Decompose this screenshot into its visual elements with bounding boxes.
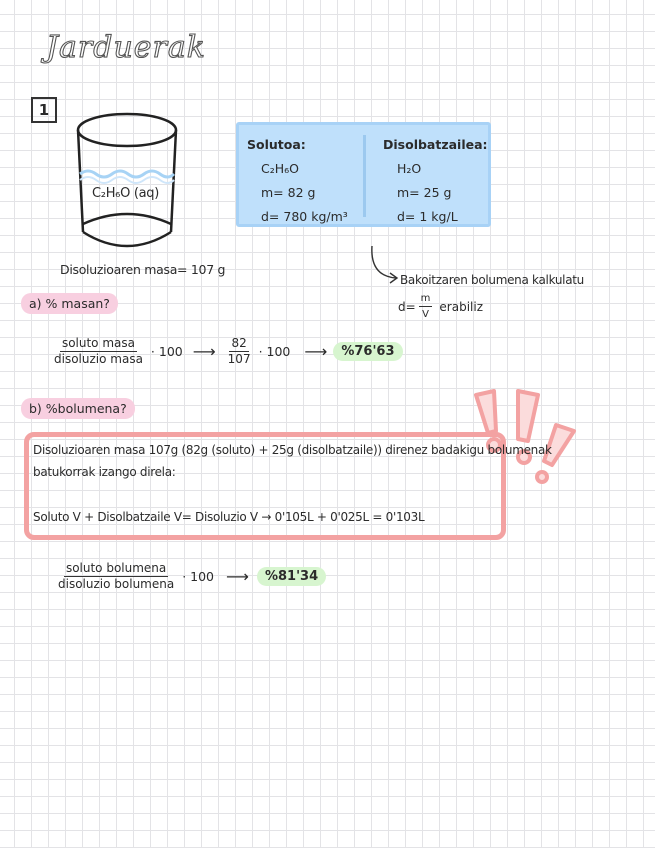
times-100-b: · 100: [258, 344, 291, 359]
part-a-formula: [52, 336, 403, 367]
solute-heading: Solutoa:: [247, 137, 306, 152]
part-a-label: a) % masan?: [21, 293, 118, 314]
mass-fraction: [52, 336, 145, 367]
solute-density: d= 780 kg/m³: [261, 209, 348, 224]
exercise-number: 1: [31, 97, 57, 123]
volume-equation: Soluto V + Disolbatzaile V= Disoluzio V → 0'105L + 0'025L = 0'103L: [33, 510, 425, 524]
curved-arrow-icon: [366, 244, 400, 286]
arrow-icon: ⟶: [304, 342, 328, 361]
volume-note: Bakoitzaren bolumena kalkulatu: [400, 273, 584, 287]
density-fraction: [419, 291, 433, 322]
arrow-icon: ⟶: [226, 567, 249, 586]
solvent-formula: H₂O: [397, 161, 422, 176]
times-100-c: · 100: [182, 569, 215, 584]
times-100: · 100: [150, 344, 183, 359]
value-fraction-den: 107: [227, 352, 251, 366]
page-title: Jarduerak: [46, 30, 206, 65]
solute-formula: C₂H₆O: [261, 161, 299, 176]
explanation-line-2: batukorrak izango direla:: [33, 465, 176, 479]
arrow-icon: ⟶: [192, 342, 216, 361]
beaker-label: C₂H₆O (aq): [92, 186, 160, 201]
solution-mass: Disoluzioaren masa= 107 g: [60, 262, 226, 277]
column-divider: [363, 135, 366, 217]
part-b-result: %81'34: [257, 567, 326, 586]
volume-fraction: [56, 561, 176, 592]
solvent-column: [383, 133, 488, 229]
beaker-drawing: [68, 108, 186, 254]
density-label: d=: [398, 299, 416, 314]
mass-fraction-num: soluto masa: [61, 336, 135, 350]
density-numerator: m: [419, 291, 433, 307]
mass-fraction-den: disoluzio masa: [54, 352, 143, 366]
volume-fraction-num: soluto bolumena: [65, 561, 167, 575]
density-formula: [398, 291, 483, 322]
data-box: [236, 122, 491, 227]
value-fraction: [226, 336, 253, 367]
solute-column: [247, 133, 348, 229]
part-b-formula: [56, 561, 326, 592]
density-denominator: V: [422, 309, 429, 320]
value-fraction-num: 82: [231, 336, 247, 350]
solvent-heading: Disolbatzailea:: [383, 137, 488, 152]
solvent-mass: m= 25 g: [397, 185, 452, 200]
density-suffix: erabiliz: [439, 299, 484, 314]
solute-mass: m= 82 g: [261, 185, 316, 200]
volume-fraction-den: disoluzio bolumena: [58, 577, 175, 591]
part-a-result: %76'63: [333, 342, 402, 361]
part-b-label: b) %bolumena?: [21, 398, 135, 419]
solvent-density: d= 1 kg/L: [397, 209, 458, 224]
explanation-line-1: Disoluzioaren masa 107g (82g (soluto) + 25g (disolbatzaile)) direnez badakigu bolumenak: [33, 443, 552, 457]
